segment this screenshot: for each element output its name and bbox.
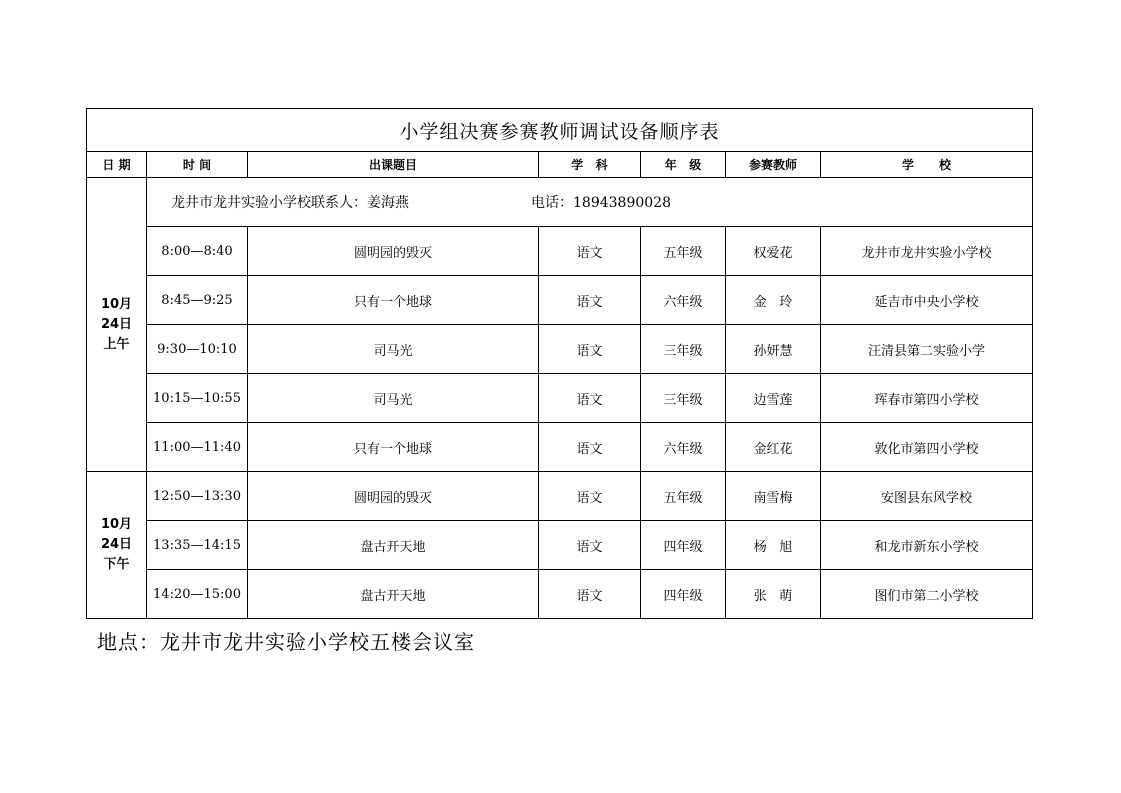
time-cell: 8:45—9:25 — [147, 276, 248, 325]
date-cell-afternoon — [87, 472, 147, 619]
date-period: 上午 — [103, 336, 130, 352]
header-school: 学 校 — [821, 152, 1033, 178]
grade-cell: 四年级 — [641, 521, 726, 570]
topic-cell: 盘古开天地 — [248, 521, 539, 570]
grade-cell: 三年级 — [641, 374, 726, 423]
date-day: 24日 — [100, 537, 133, 552]
table-row — [87, 374, 1033, 423]
header-row — [87, 152, 1033, 178]
subject-cell: 语文 — [539, 570, 641, 619]
date-day: 24日 — [100, 316, 133, 332]
teacher-cell: 张 萌 — [726, 570, 821, 619]
date-month: 10月 — [100, 296, 133, 312]
grade-cell: 四年级 — [641, 570, 726, 619]
time-cell: 10:15—10:55 — [147, 374, 248, 423]
table-row — [87, 276, 1033, 325]
header-grade: 年 级 — [641, 152, 726, 178]
topic-cell: 司马光 — [248, 374, 539, 423]
school-cell: 延吉市中央小学校 — [821, 276, 1033, 325]
topic-cell: 圆明园的毁灭 — [248, 472, 539, 521]
school-cell: 珲春市第四小学校 — [821, 374, 1033, 423]
subject-cell: 语文 — [539, 276, 641, 325]
teacher-cell: 孙妍慧 — [726, 325, 821, 374]
header-teacher: 参赛教师 — [726, 152, 821, 178]
subject-cell: 语文 — [539, 423, 641, 472]
table-row — [87, 570, 1033, 619]
contact-phone: 电话：18943890028 — [531, 195, 671, 211]
subject-cell: 语文 — [539, 472, 641, 521]
time-cell: 13:35—14:15 — [147, 521, 248, 570]
topic-cell: 司马光 — [248, 325, 539, 374]
time-cell: 14:20—15:00 — [147, 570, 248, 619]
header-date: 日 期 — [87, 152, 147, 178]
school-cell: 汪清县第二实验小学 — [821, 325, 1033, 374]
subject-cell: 语文 — [539, 325, 641, 374]
grade-cell: 三年级 — [641, 325, 726, 374]
table-row — [87, 325, 1033, 374]
time-cell: 11:00—11:40 — [147, 423, 248, 472]
topic-cell: 只有一个地球 — [248, 276, 539, 325]
contact-info — [147, 178, 1033, 227]
school-cell: 龙井市龙井实验小学校 — [821, 227, 1033, 276]
table-row — [87, 521, 1033, 570]
date-cell-morning — [87, 178, 147, 472]
school-cell: 图们市第二小学校 — [821, 570, 1033, 619]
school-cell: 敦化市第四小学校 — [821, 423, 1033, 472]
header-topic: 出课题目 — [248, 152, 539, 178]
topic-cell: 盘古开天地 — [248, 570, 539, 619]
schedule-table — [86, 108, 1033, 619]
subject-cell: 语文 — [539, 374, 641, 423]
topic-cell: 只有一个地球 — [248, 423, 539, 472]
location-note: 地点：龙井市龙井实验小学校五楼会议室 — [97, 630, 475, 654]
date-period: 下午 — [103, 557, 130, 572]
subject-cell: 语文 — [539, 521, 641, 570]
header-time: 时 间 — [147, 152, 248, 178]
contact-person: 龙井市龙井实验小学校联系人：姜海燕 — [171, 195, 409, 211]
school-cell: 和龙市新东小学校 — [821, 521, 1033, 570]
table-row — [87, 227, 1033, 276]
grade-cell: 六年级 — [641, 423, 726, 472]
table-row — [87, 423, 1033, 472]
school-cell: 安图县东风学校 — [821, 472, 1033, 521]
teacher-cell: 金红花 — [726, 423, 821, 472]
topic-cell: 圆明园的毁灭 — [248, 227, 539, 276]
teacher-cell: 权爱花 — [726, 227, 821, 276]
time-cell: 9:30—10:10 — [147, 325, 248, 374]
teacher-cell: 杨 旭 — [726, 521, 821, 570]
time-cell: 8:00—8:40 — [147, 227, 248, 276]
grade-cell: 五年级 — [641, 472, 726, 521]
grade-cell: 六年级 — [641, 276, 726, 325]
teacher-cell: 边雪莲 — [726, 374, 821, 423]
time-cell: 12:50—13:30 — [147, 472, 248, 521]
header-subject: 学 科 — [539, 152, 641, 178]
date-month: 10月 — [100, 517, 133, 532]
table-row — [87, 472, 1033, 521]
subject-cell: 语文 — [539, 227, 641, 276]
table-title: 小学组决赛参赛教师调试设备顺序表 — [87, 109, 1033, 152]
grade-cell: 五年级 — [641, 227, 726, 276]
teacher-cell: 金 玲 — [726, 276, 821, 325]
teacher-cell: 南雪梅 — [726, 472, 821, 521]
